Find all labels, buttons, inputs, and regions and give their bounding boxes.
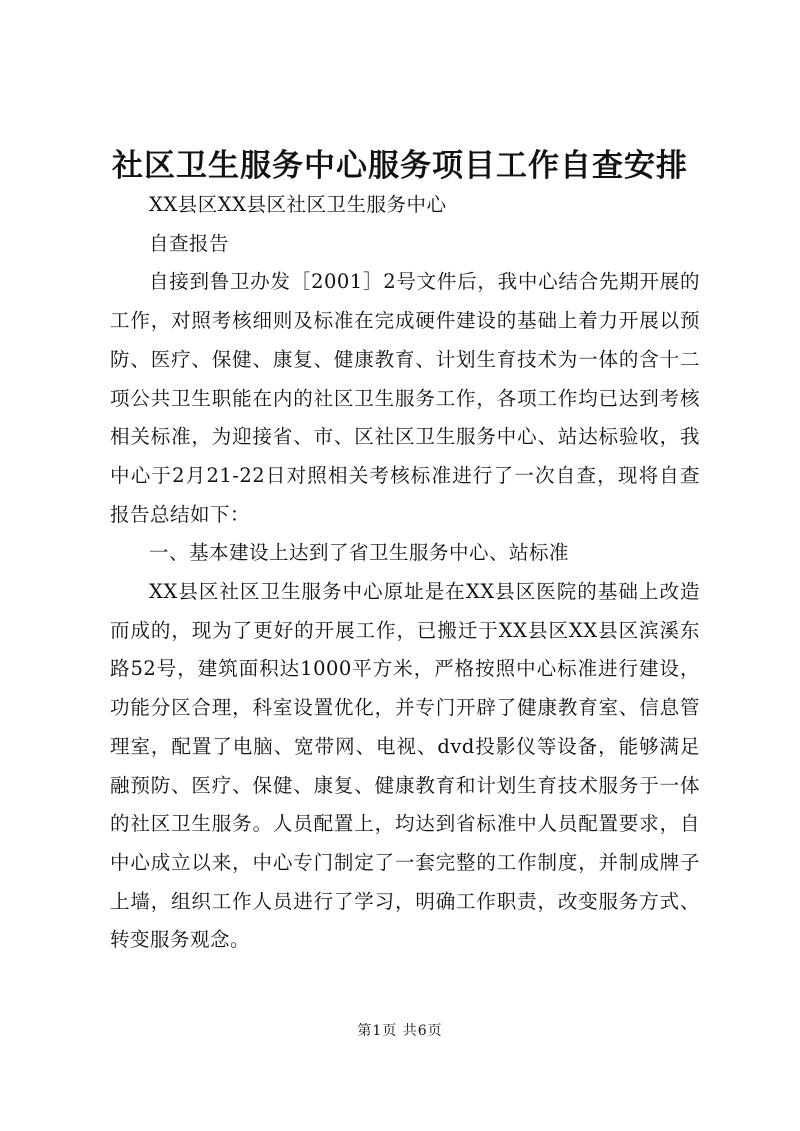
section-paragraph: XX县区社区卫生服务中心原址是在XX县区医院的基础上改造而成的，现为了更好的开展工作，已搬迁于XX县区XX县区滨溪东路52号，建筑面积达1000平方米，严格按照中心标准进行建设，功能分区合理，科室设置优化，并专门开辟了健康教育室、信息管理室，配置了电脑、宽带网、电视、dvd投影仪等设备，能够满足融预防、医疗、保健、康复、健康教育和计划生育技术服务于一体的社区卫生服务。人员配置上，均达到省标准中人员配置要求，自中心成立以来，中心专门制定了一套完整的工作制度，并制成牌子上墙，组织工作人员进行了学习，明确工作职责，改变服务方式、转变服务观念。: [110, 580, 700, 952]
organization-line: XX县区XX县区社区卫生服务中心: [149, 193, 447, 216]
intro-paragraph: 自接到鲁卫办发［2001］2号文件后，我中心结合先期开展的工作，对照考核细则及标准在完成硬件建设的基础上着力开展以预防、医疗、保健、康复、健康教育、计划生育技术为一体的含十二项公共卫生职能在内的社区卫生服务工作，各项工作均已达到考核相关标准，为迎接省、市、区社区卫生服务中心、站达标验收，我中心于2月21-22日对照相关考核标准进行了一次自查，现将自查报告总结如下：: [110, 270, 700, 526]
document-title: 社区卫生服务中心服务项目工作自查安排: [112, 148, 688, 184]
section-heading: 一、基本建设上达到了省卫生服务中心、站标准: [149, 541, 570, 565]
document-body: [110, 186, 700, 960]
report-label: 自查报告: [149, 231, 230, 255]
page-footer: 第1页 共6页: [357, 1023, 443, 1039]
